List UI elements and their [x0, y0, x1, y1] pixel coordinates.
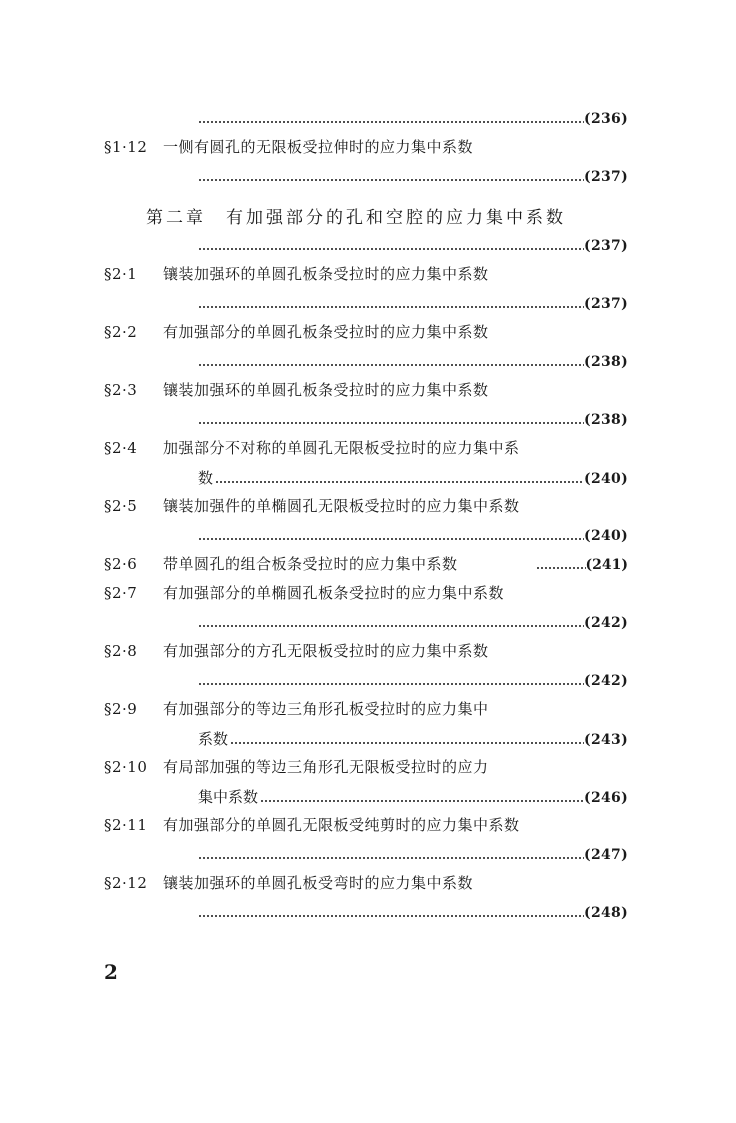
section-title: 一侧有圆孔的无限板受拉伸时的应力集中系数: [163, 138, 474, 156]
toc-page-ref: (238): [584, 354, 628, 370]
section-title: 有加强部分的单圆孔无限板受纯剪时的应力集中系数: [163, 816, 520, 834]
table-of-contents: [0, 104, 736, 927]
section-number: §2·12: [104, 874, 148, 892]
dot-leader: [198, 908, 584, 918]
section-title: 镶装加强件的单椭圆孔无限板受拉时的应力集中系数: [163, 497, 520, 515]
dot-leader: [536, 560, 586, 570]
toc-page-ref: (247): [584, 847, 628, 863]
dot-leader: [198, 850, 584, 860]
toc-page-ref: (237): [584, 296, 628, 312]
toc-page-ref: (237): [584, 169, 628, 185]
toc-leader-row: [0, 782, 736, 811]
toc-leader-row: [0, 463, 736, 492]
dot-leader: [198, 415, 584, 425]
section-title: 加强部分不对称的单圆孔无限板受拉时的应力集中系: [163, 439, 520, 457]
toc-page-ref: (242): [584, 615, 628, 631]
toc-entry: [0, 695, 736, 724]
dot-leader: [198, 618, 584, 628]
toc-entry: [0, 753, 736, 782]
toc-page-ref: (242): [584, 673, 628, 689]
page-number: 2: [104, 960, 118, 984]
toc-entry: [0, 579, 736, 608]
dot-leader: [215, 474, 584, 484]
toc-entry: [0, 492, 736, 521]
section-number: §2·3: [104, 381, 138, 399]
dot-leader: [198, 299, 584, 309]
toc-leader-row: [0, 666, 736, 695]
dot-leader: [198, 114, 584, 124]
toc-leader-row: [0, 405, 736, 434]
section-title: 镶装加强环的单圆孔板条受拉时的应力集中系数: [163, 265, 489, 283]
toc-page-ref: (240): [584, 528, 628, 544]
section-title-continuation: 集中系数: [198, 788, 259, 806]
toc-page-ref: (237): [584, 238, 628, 254]
section-title: 带单圆孔的组合板条受拉时的应力集中系数: [163, 555, 458, 573]
section-title: 有加强部分的方孔无限板受拉时的应力集中系数: [163, 642, 489, 660]
section-number: §1·12: [104, 138, 148, 156]
toc-page-ref: (241): [585, 557, 628, 573]
chapter-title: 第二章 有加强部分的孔和空腔的应力集中系数: [146, 208, 566, 228]
section-number: §2·1: [104, 265, 138, 283]
section-number: §2·7: [104, 584, 138, 602]
dot-leader: [198, 676, 584, 686]
section-title-continuation: 系数: [198, 730, 229, 748]
dot-leader: [198, 357, 584, 367]
toc-leader-row: [0, 724, 736, 753]
toc-page-ref: (236): [584, 111, 628, 127]
toc-entry: [0, 550, 736, 579]
toc-leader-row: [0, 231, 736, 260]
toc-entry: [0, 637, 736, 666]
toc-page-ref: (248): [584, 905, 628, 921]
dot-leader: [198, 172, 584, 182]
toc-leader-row: [0, 289, 736, 318]
section-title-continuation: 数: [198, 469, 214, 487]
toc-leader-row: [0, 162, 736, 191]
section-number: §2·8: [104, 642, 138, 660]
toc-leader-row: [0, 347, 736, 376]
toc-entry: [0, 260, 736, 289]
toc-page-ref: (240): [584, 470, 628, 487]
section-number: §2·4: [104, 439, 138, 457]
toc-entry: [0, 133, 736, 162]
section-title: 有加强部分的等边三角形孔板受拉时的应力集中: [163, 700, 489, 718]
section-title: 有局部加强的等边三角形孔无限板受拉时的应力: [163, 758, 489, 776]
toc-entry: [0, 811, 736, 840]
toc-page-ref: (243): [584, 731, 628, 748]
toc-entry: [0, 869, 736, 898]
toc-leader-row: [0, 840, 736, 869]
section-number: §2·2: [104, 323, 138, 341]
toc-leader-row: [0, 104, 736, 133]
section-number: §2·9: [104, 700, 138, 718]
section-title: 镶装加强环的单圆孔板条受拉时的应力集中系数: [163, 381, 489, 399]
toc-leader-row: [0, 521, 736, 550]
toc-entry: [0, 434, 736, 463]
section-number: §2·11: [104, 816, 148, 834]
dot-leader: [260, 793, 584, 803]
section-number: §2·5: [104, 497, 138, 515]
section-number: §2·6: [104, 555, 138, 573]
dot-leader: [230, 735, 584, 745]
section-title: 镶装加强环的单圆孔板受弯时的应力集中系数: [163, 874, 474, 892]
toc-entry: [0, 376, 736, 405]
toc-leader-row: [0, 608, 736, 637]
section-title: 有加强部分的单椭圆孔板条受拉时的应力集中系数: [163, 584, 505, 602]
dot-leader: [198, 531, 584, 541]
toc-page-ref: (238): [584, 412, 628, 428]
toc-leader-row: [0, 898, 736, 927]
toc-entry: [0, 318, 736, 347]
toc-page-ref: (246): [584, 789, 628, 806]
chapter-heading: [0, 191, 736, 231]
dot-leader: [198, 241, 584, 251]
section-number: §2·10: [104, 758, 148, 776]
section-title: 有加强部分的单圆孔板条受拉时的应力集中系数: [163, 323, 489, 341]
